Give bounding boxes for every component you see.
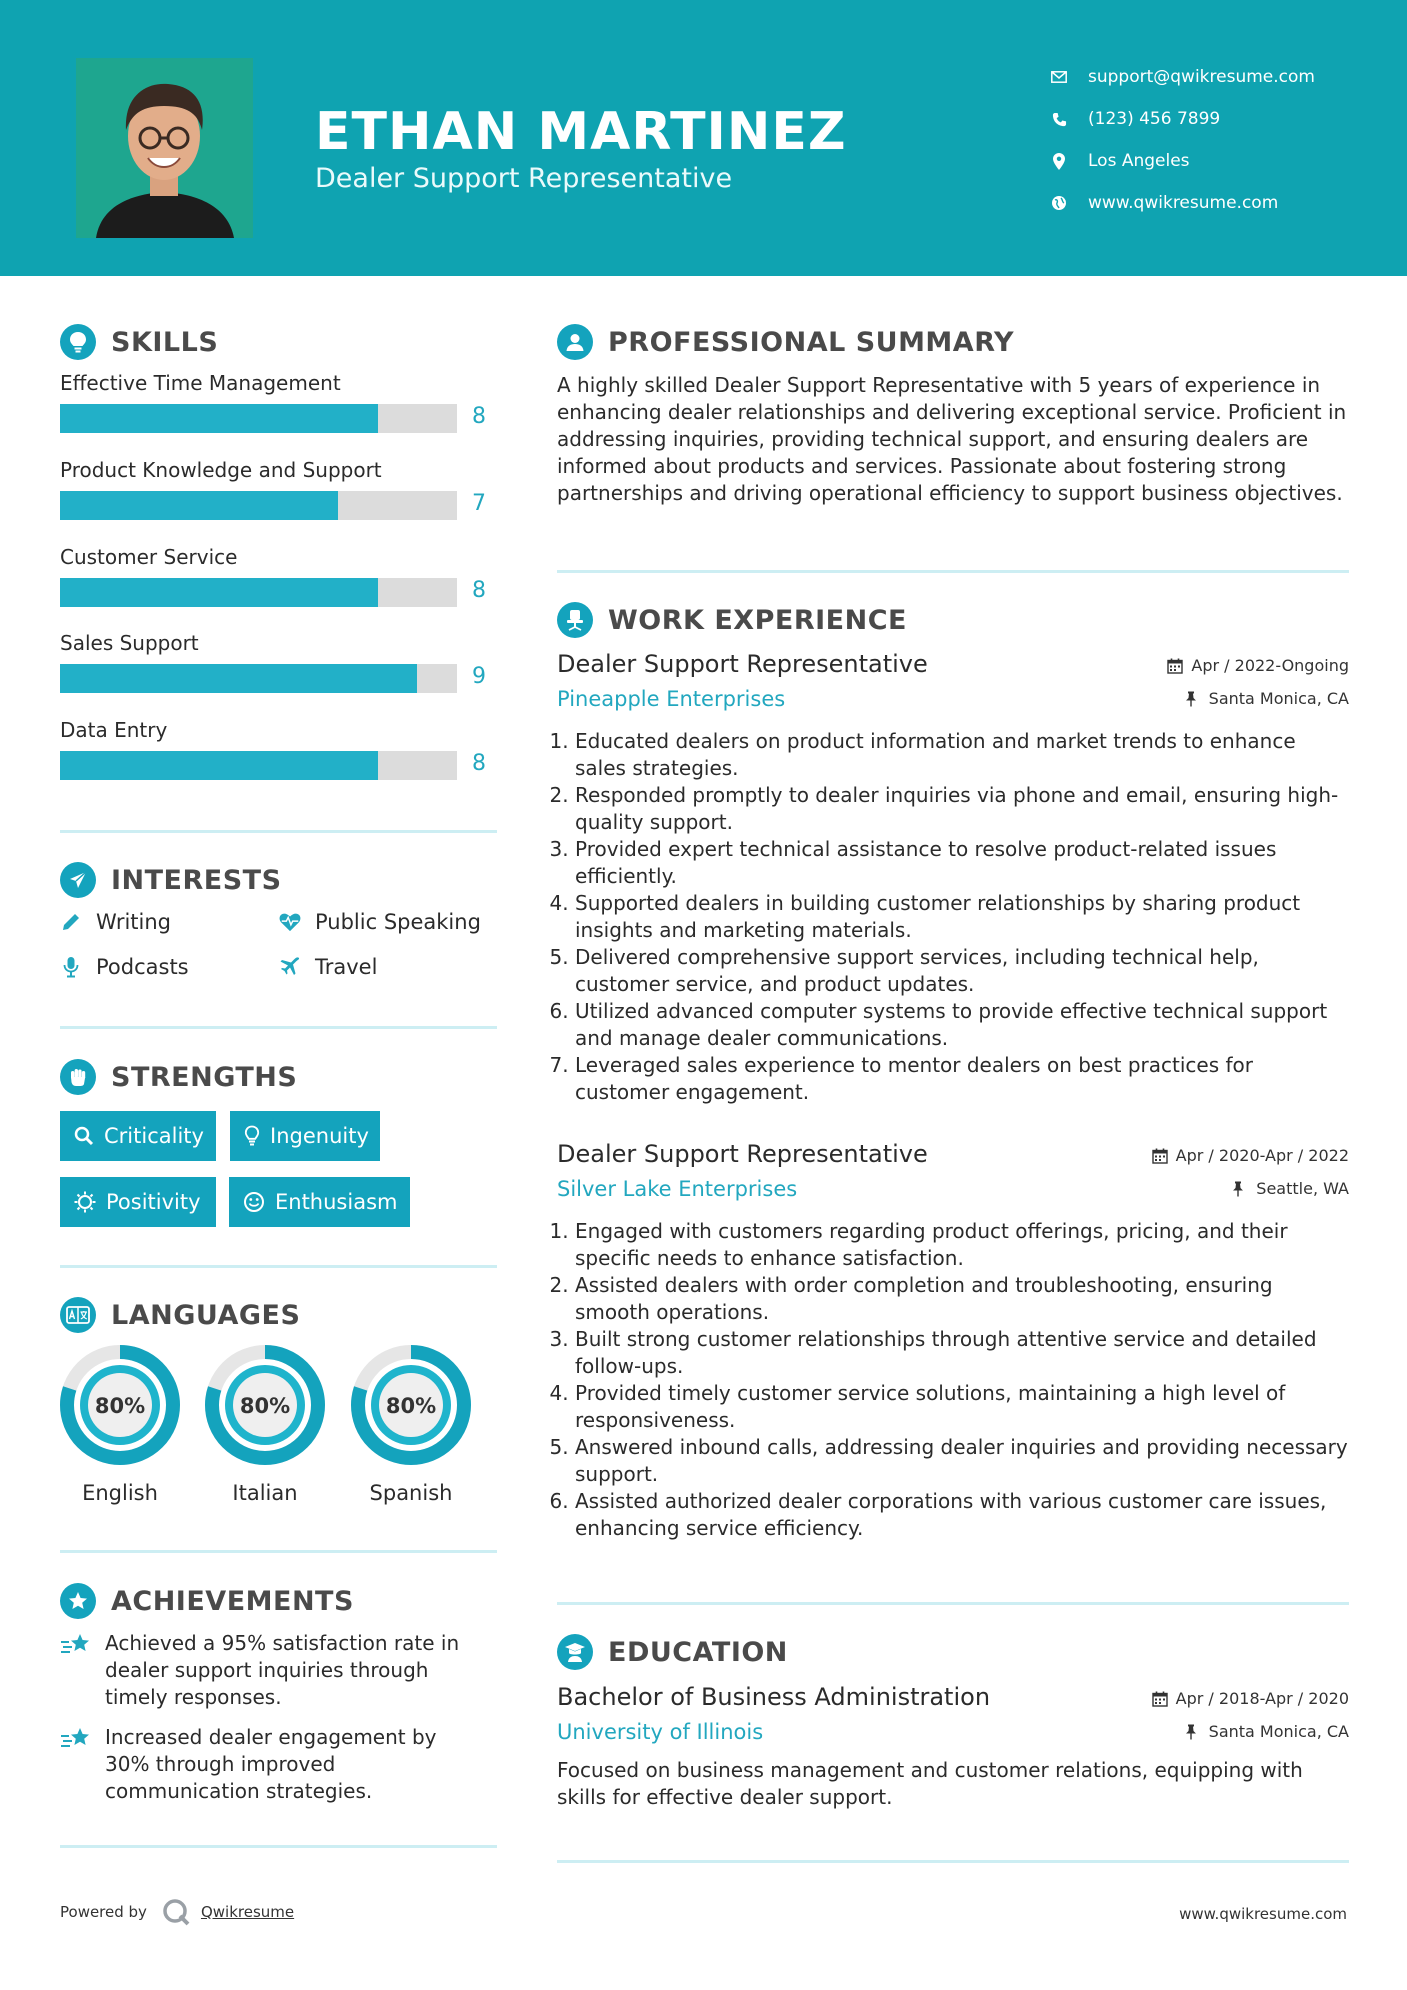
achievements-title: ACHIEVEMENTS: [111, 1585, 354, 1617]
contact-location: [1050, 140, 1315, 182]
education-title: EDUCATION: [608, 1636, 788, 1668]
skill-name: Sales Support: [60, 631, 199, 655]
skill-value: 9: [472, 664, 486, 689]
skill-value: 7: [472, 491, 486, 516]
contact-phone-text: (123) 456 7899: [1088, 109, 1221, 129]
education-location-text: Santa Monica, CA: [1208, 1722, 1349, 1741]
skill-bar: [60, 751, 457, 780]
job-bullet: 5. Delivered comprehensive support services, including technical help, customer service, and product updates.: [575, 944, 1349, 998]
summary-heading: [557, 324, 1014, 360]
skill-bar: [60, 491, 457, 520]
language-item: [58, 1343, 182, 1505]
language-item: [203, 1343, 327, 1505]
education-heading: [557, 1634, 788, 1670]
job-bullet: 5. Answered inbound calls, addressing dealer inquiries and providing necessary support.: [575, 1434, 1349, 1488]
fist-icon: [60, 1059, 96, 1095]
globe-icon: [1050, 194, 1068, 212]
skill-value: 8: [472, 578, 486, 603]
powered-by-text: Powered by: [60, 1903, 147, 1921]
skill-bar-fill: [60, 751, 378, 780]
section-divider: [60, 1550, 497, 1553]
language-percent: 80%: [239, 1394, 291, 1418]
experience-heading: [557, 602, 907, 638]
location-pin-icon: [1050, 152, 1068, 170]
lightbulb-icon: [60, 324, 96, 360]
job-title: Dealer Support Representative: [557, 1140, 928, 1168]
language-item: [349, 1343, 473, 1505]
summary-text: A highly skilled Dealer Support Representative with 5 years of experience in enhancing dealer relationships and delivering exceptional service. Proficient in addressing inquiries, providing technical support, and ensuring dealers are informed about products and services. Passionate about fostering strong partnerships and driving operational efficiency to support business objectives.: [557, 373, 1347, 505]
skill-item: [60, 718, 500, 776]
section-divider: [557, 570, 1349, 573]
smile-icon: [243, 1191, 265, 1213]
interests-heading: [60, 862, 282, 898]
contact-email[interactable]: [1050, 56, 1315, 98]
contact-location-text: Los Angeles: [1088, 151, 1190, 171]
skill-value: 8: [472, 404, 486, 429]
job-bullet: 2. Responded promptly to dealer inquiries via phone and email, ensuring high-quality support.: [575, 782, 1349, 836]
language-icon: [60, 1297, 96, 1333]
pushpin-icon: [1185, 1724, 1201, 1740]
achievement-text: Increased dealer engagement by 30% through improved communication strategies.: [105, 1725, 437, 1803]
job-date: [1152, 1146, 1349, 1165]
strength-tag: [60, 1111, 216, 1161]
section-divider: [60, 830, 497, 833]
profile-photo: [76, 58, 253, 238]
interest-label: Public Speaking: [315, 910, 481, 934]
job-location-text: Seattle, WA: [1256, 1179, 1349, 1198]
job-location-text: Santa Monica, CA: [1208, 689, 1349, 708]
skill-item: [60, 545, 500, 603]
school-name: University of Illinois: [557, 1720, 764, 1744]
skill-item: [60, 458, 500, 516]
education-entry: [557, 1683, 1349, 1833]
briefcase-chair-icon: [557, 602, 593, 638]
language-percent: 80%: [94, 1394, 146, 1418]
interest-item: [60, 955, 189, 979]
language-donut: [58, 1343, 182, 1467]
achievement-text: Achieved a 95% satisfaction rate in dealer support inquiries through timely responses.: [105, 1631, 460, 1709]
heartbeat-icon: [279, 911, 301, 933]
skill-bar: [60, 578, 457, 607]
job-entry: [557, 650, 1349, 1110]
section-divider: [557, 1602, 1349, 1605]
skill-bar: [60, 664, 457, 693]
paper-plane-icon: [60, 862, 96, 898]
job-company: Silver Lake Enterprises: [557, 1177, 798, 1201]
skill-bar: [60, 404, 457, 433]
footer-website[interactable]: www.qwikresume.com: [1179, 1905, 1347, 1923]
skills-title: SKILLS: [111, 326, 219, 358]
achievement-item: [60, 1724, 480, 1805]
shooting-star-icon: [60, 1630, 92, 1711]
strength-label: Ingenuity: [270, 1124, 369, 1148]
skill-name: Customer Service: [60, 545, 238, 569]
section-divider: [60, 1265, 497, 1268]
shooting-star-icon: [60, 1724, 92, 1805]
interest-item: [279, 910, 481, 934]
skill-bar-fill: [60, 578, 378, 607]
skill-bar-fill: [60, 664, 417, 693]
interest-label: Podcasts: [96, 955, 189, 979]
language-donut: [349, 1343, 473, 1467]
candidate-name: ETHAN MARTINEZ: [315, 102, 847, 162]
degree-title: Bachelor of Business Administration: [557, 1683, 991, 1711]
section-divider: [557, 1860, 1349, 1863]
strength-tag: [229, 1177, 410, 1227]
contact-website[interactable]: [1050, 182, 1315, 224]
languages-title: LANGUAGES: [111, 1299, 301, 1331]
skill-name: Product Knowledge and Support: [60, 458, 382, 482]
job-bullet: 6. Assisted authorized dealer corporations with various customer care issues, enhancing service efficiency.: [575, 1488, 1349, 1542]
plane-icon: [279, 956, 301, 978]
experience-title: WORK EXPERIENCE: [608, 604, 907, 636]
strengths-heading: [60, 1059, 297, 1095]
job-bullet: 6. Utilized advanced computer systems to provide effective technical support and manage dealer communications.: [575, 998, 1349, 1052]
job-bullet: 3. Provided expert technical assistance to resolve product-related issues efficiently.: [575, 836, 1349, 890]
job-bullet: 3. Built strong customer relationships through attentive service and detailed follow-ups.: [575, 1326, 1349, 1380]
language-donut: [203, 1343, 327, 1467]
interest-label: Travel: [315, 955, 378, 979]
contact-website-text: www.qwikresume.com: [1088, 193, 1279, 213]
job-bullet: 7. Leveraged sales experience to mentor dealers on best practices for customer engagement.: [575, 1052, 1349, 1106]
education-date-text: Apr / 2018-Apr / 2020: [1175, 1689, 1349, 1708]
job-bullets: [557, 728, 1349, 1106]
job-bullet: 1. Educated dealers on product information and market trends to enhance sales strategies.: [575, 728, 1349, 782]
graduate-icon: [557, 1634, 593, 1670]
calendar-icon: [1167, 658, 1183, 674]
achievement-item: [60, 1630, 480, 1711]
summary-title: PROFESSIONAL SUMMARY: [608, 326, 1015, 358]
mail-icon: [1050, 68, 1068, 86]
pushpin-icon: [1232, 1181, 1248, 1197]
section-divider: [60, 1845, 497, 1848]
qwikresume-logo-icon: [161, 1897, 191, 1927]
job-bullets: [557, 1218, 1349, 1542]
pushpin-icon: [1185, 691, 1201, 707]
skill-bar-fill: [60, 404, 378, 433]
section-divider: [60, 1026, 497, 1029]
star-badge-icon: [60, 1583, 96, 1619]
language-name: English: [82, 1481, 158, 1505]
job-location: [1185, 689, 1349, 708]
strength-label: Criticality: [104, 1124, 204, 1148]
job-title: Dealer Support Representative: [557, 650, 928, 678]
language-name: Italian: [232, 1481, 298, 1505]
achievements-heading: [60, 1583, 354, 1619]
qwikresume-link[interactable]: Qwikresume: [200, 1903, 295, 1921]
pencil-icon: [60, 911, 82, 933]
job-bullet: 1. Engaged with customers regarding product offerings, pricing, and their specific needs to enhance satisfaction.: [575, 1218, 1349, 1272]
language-name: Spanish: [369, 1481, 453, 1505]
job-entry: [557, 1140, 1349, 1560]
strength-label: Enthusiasm: [275, 1190, 398, 1214]
skill-name: Data Entry: [60, 718, 168, 742]
skills-heading: [60, 324, 218, 360]
microphone-icon: [60, 956, 82, 978]
phone-icon: [1050, 110, 1068, 128]
contact-phone[interactable]: [1050, 98, 1315, 140]
candidate-title: Dealer Support Representative: [315, 163, 733, 194]
footer-powered-by: [60, 1897, 294, 1927]
skill-value: 8: [472, 751, 486, 776]
strength-tag: [230, 1111, 380, 1161]
contact-email-text: support@qwikresume.com: [1088, 67, 1315, 87]
strength-label: Positivity: [106, 1190, 201, 1214]
contact-list: [1050, 56, 1315, 224]
education-location: [1185, 1722, 1349, 1741]
interest-item: [279, 955, 377, 979]
job-bullet: 2. Assisted dealers with order completion and troubleshooting, ensuring smooth operations.: [575, 1272, 1349, 1326]
calendar-icon: [1152, 1148, 1168, 1164]
search-icon: [74, 1125, 94, 1147]
job-bullet: 4. Supported dealers in building customer relationships by sharing product insights and marketing materials.: [575, 890, 1349, 944]
skill-item: [60, 631, 500, 689]
job-date-text: Apr / 2020-Apr / 2022: [1175, 1146, 1349, 1165]
interests-title: INTERESTS: [111, 864, 282, 896]
job-location: [1232, 1179, 1349, 1198]
skill-name: Effective Time Management: [60, 371, 341, 395]
interest-label: Writing: [96, 910, 171, 934]
job-bullet: 4. Provided timely customer service solutions, maintaining a high level of responsiveness.: [575, 1380, 1349, 1434]
education-description: Focused on business management and customer relations, equipping with skills for effective dealer support.: [557, 1758, 1303, 1809]
interest-item: [60, 910, 171, 934]
education-date: [1152, 1689, 1349, 1708]
strength-tag: [60, 1177, 216, 1227]
header-banner: [0, 0, 1407, 276]
skill-item: [60, 371, 500, 429]
job-company: Pineapple Enterprises: [557, 687, 786, 711]
strengths-title: STRENGTHS: [111, 1061, 298, 1093]
calendar-icon: [1152, 1691, 1168, 1707]
user-icon: [557, 324, 593, 360]
job-date-text: Apr / 2022-Ongoing: [1191, 656, 1349, 675]
skill-bar-fill: [60, 491, 338, 520]
languages-heading: [60, 1297, 300, 1333]
sun-icon: [74, 1191, 96, 1213]
language-percent: 80%: [385, 1394, 437, 1418]
lightbulb-icon: [244, 1125, 260, 1147]
job-date: [1167, 656, 1349, 675]
